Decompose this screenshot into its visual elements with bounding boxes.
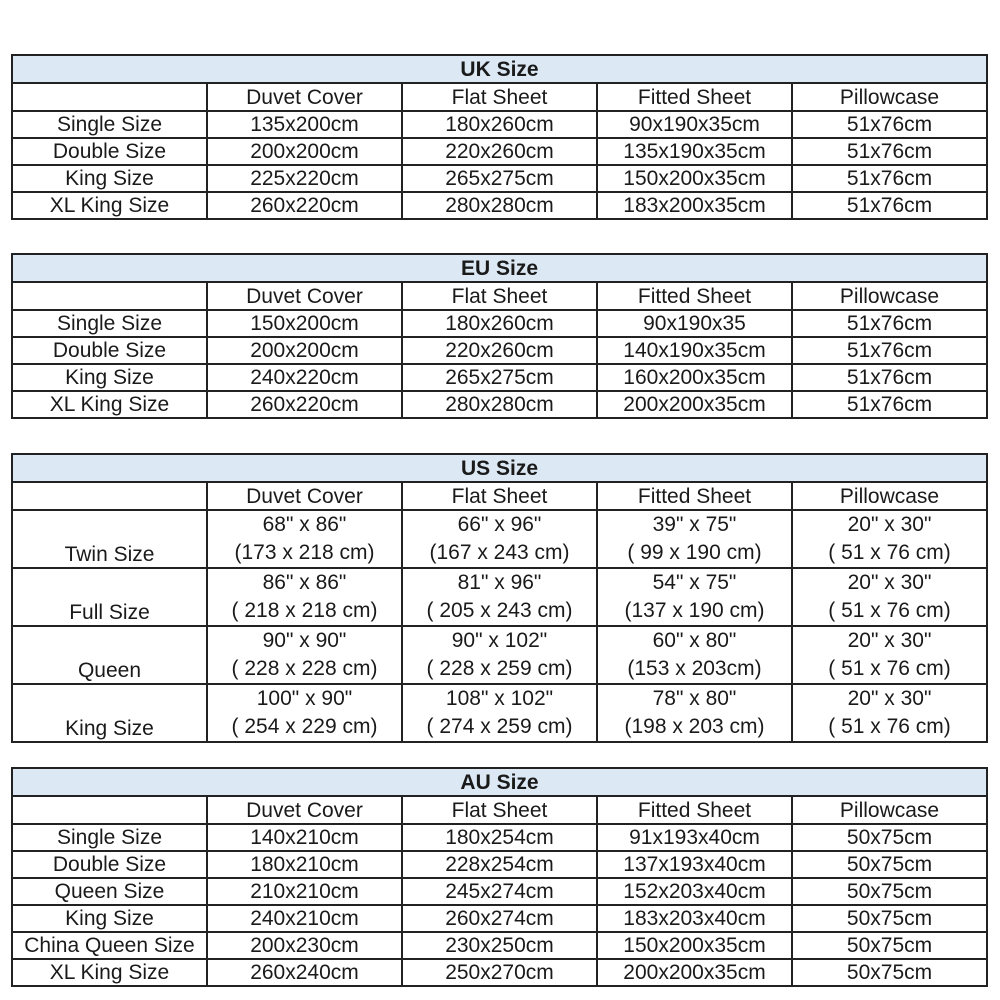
table-cell: 260x274cm (402, 905, 597, 932)
header-cell: Flat Sheet (402, 282, 597, 310)
header-cell: Pillowcase (792, 796, 987, 824)
table-cell (597, 626, 792, 684)
table-cell: 250x270cm (402, 959, 597, 986)
table-cell: 265x275cm (402, 364, 597, 391)
table-row (12, 959, 987, 986)
row-label: King Size (12, 364, 207, 391)
table-cell: 200x200cm (207, 337, 402, 364)
cm-value: (173 x 218 cm) (234, 541, 375, 564)
table-cell (792, 510, 987, 568)
table-title-row (12, 254, 987, 282)
inch-value: 81" x 96" (457, 571, 542, 594)
table-cell (597, 568, 792, 626)
table-title-row (12, 55, 987, 83)
inch-value: 20" x 30" (847, 513, 932, 536)
table-cell: 183x200x35cm (597, 192, 792, 219)
table-cell: 140x210cm (207, 824, 402, 851)
table-cell: 240x220cm (207, 364, 402, 391)
table-header-row (12, 482, 987, 510)
row-label: Single Size (12, 824, 207, 851)
table-cell: 260x220cm (207, 391, 402, 418)
table-row (12, 192, 987, 219)
inch-value: 54" x 75" (652, 571, 737, 594)
inch-value: 90" x 102" (451, 629, 548, 652)
table-cell: 50x75cm (792, 878, 987, 905)
table-cell: 51x76cm (792, 391, 987, 418)
table-row (12, 391, 987, 418)
inch-value: 20" x 30" (847, 687, 932, 710)
table-row (12, 510, 987, 568)
table-row (12, 684, 987, 742)
table-cell (207, 568, 402, 626)
table-cell (207, 684, 402, 742)
cm-value: ( 228 x 228 cm) (231, 657, 378, 680)
table-cell: 200x200x35cm (597, 959, 792, 986)
table-row (12, 111, 987, 138)
header-cell (12, 482, 207, 510)
row-label: Single Size (12, 310, 207, 337)
header-cell: Flat Sheet (402, 796, 597, 824)
table-cell (597, 684, 792, 742)
table-cell: 51x76cm (792, 337, 987, 364)
table-cell (792, 684, 987, 742)
table-cell: 51x76cm (792, 364, 987, 391)
cm-value: (153 x 203cm) (627, 657, 762, 680)
table-cell (792, 626, 987, 684)
table-cell: 180x260cm (402, 111, 597, 138)
table-cell: 51x76cm (792, 310, 987, 337)
table-cell: 200x200cm (207, 138, 402, 165)
row-label: XL King Size (12, 192, 207, 219)
cm-value: ( 274 x 259 cm) (426, 715, 573, 738)
header-cell (12, 282, 207, 310)
table-cell: 183x203x40cm (597, 905, 792, 932)
cm-value: (167 x 243 cm) (429, 541, 570, 564)
cm-value: ( 51 x 76 cm) (828, 541, 951, 564)
table-row (12, 851, 987, 878)
row-label: XL King Size (12, 959, 207, 986)
table-row (12, 824, 987, 851)
table-cell: 240x210cm (207, 905, 402, 932)
cm-value: (137 x 190 cm) (624, 599, 765, 622)
table-cell (402, 626, 597, 684)
inch-value: 100" x 90" (256, 687, 353, 710)
table-cell: 51x76cm (792, 192, 987, 219)
inch-value: 68" x 86" (262, 513, 347, 536)
table-cell: 245x274cm (402, 878, 597, 905)
inch-value: 108" x 102" (445, 687, 554, 710)
header-cell: Pillowcase (792, 482, 987, 510)
cm-value: (198 x 203 cm) (624, 715, 765, 738)
table-title: EU Size (12, 254, 987, 282)
header-cell (12, 83, 207, 111)
table-header-row (12, 282, 987, 310)
table-cell: 51x76cm (792, 138, 987, 165)
uk-size-table (11, 54, 988, 220)
header-cell: Duvet Cover (207, 83, 402, 111)
header-cell: Duvet Cover (207, 282, 402, 310)
table-cell: 152x203x40cm (597, 878, 792, 905)
table-cell (792, 568, 987, 626)
table-header-row (12, 83, 987, 111)
table-cell: 50x75cm (792, 932, 987, 959)
au-size-table (11, 767, 988, 987)
header-cell: Flat Sheet (402, 83, 597, 111)
row-label: XL King Size (12, 391, 207, 418)
inch-value: 78" x 80" (652, 687, 737, 710)
table-cell: 228x254cm (402, 851, 597, 878)
table-cell: 50x75cm (792, 905, 987, 932)
table-title-row (12, 454, 987, 482)
row-label: Queen (12, 626, 207, 684)
table-row (12, 165, 987, 192)
table-cell: 180x254cm (402, 824, 597, 851)
header-cell: Pillowcase (792, 282, 987, 310)
table-cell: 137x193x40cm (597, 851, 792, 878)
table-cell: 91x193x40cm (597, 824, 792, 851)
table-cell: 265x275cm (402, 165, 597, 192)
table-cell: 150x200x35cm (597, 932, 792, 959)
cm-value: ( 218 x 218 cm) (231, 599, 378, 622)
table-cell: 50x75cm (792, 959, 987, 986)
table-cell: 280x280cm (402, 391, 597, 418)
header-cell: Fitted Sheet (597, 796, 792, 824)
table-title-row (12, 768, 987, 796)
table-cell: 225x220cm (207, 165, 402, 192)
table-cell: 160x200x35cm (597, 364, 792, 391)
table-cell: 140x190x35cm (597, 337, 792, 364)
row-label: King Size (12, 905, 207, 932)
table-cell: 90x190x35 (597, 310, 792, 337)
inch-value: 86" x 86" (262, 571, 347, 594)
row-label: Queen Size (12, 878, 207, 905)
table-cell: 135x200cm (207, 111, 402, 138)
row-label: Double Size (12, 138, 207, 165)
row-label: King Size (12, 684, 207, 742)
header-cell: Fitted Sheet (597, 282, 792, 310)
header-cell: Fitted Sheet (597, 482, 792, 510)
header-cell (12, 796, 207, 824)
table-cell: 230x250cm (402, 932, 597, 959)
cm-value: ( 51 x 76 cm) (828, 599, 951, 622)
inch-value: 20" x 30" (847, 571, 932, 594)
row-label: Double Size (12, 337, 207, 364)
cm-value: ( 254 x 229 cm) (231, 715, 378, 738)
table-cell: 280x280cm (402, 192, 597, 219)
table-cell: 210x210cm (207, 878, 402, 905)
row-label: Double Size (12, 851, 207, 878)
table-cell: 180x210cm (207, 851, 402, 878)
header-cell: Flat Sheet (402, 482, 597, 510)
inch-value: 90" x 90" (262, 629, 347, 652)
table-row (12, 138, 987, 165)
inch-value: 66" x 96" (457, 513, 542, 536)
table-cell: 51x76cm (792, 165, 987, 192)
table-cell: 180x260cm (402, 310, 597, 337)
row-label: China Queen Size (12, 932, 207, 959)
table-cell: 51x76cm (792, 111, 987, 138)
header-cell: Pillowcase (792, 83, 987, 111)
table-title: UK Size (12, 55, 987, 83)
table-row (12, 568, 987, 626)
inch-value: 20" x 30" (847, 629, 932, 652)
cm-value: ( 99 x 190 cm) (627, 541, 762, 564)
table-cell (597, 510, 792, 568)
table-cell (402, 568, 597, 626)
cm-value: ( 205 x 243 cm) (426, 599, 573, 622)
cm-value: ( 51 x 76 cm) (828, 657, 951, 680)
eu-size-table (11, 253, 988, 419)
table-cell: 50x75cm (792, 851, 987, 878)
table-row (12, 626, 987, 684)
inch-value: 60" x 80" (652, 629, 737, 652)
table-cell: 260x240cm (207, 959, 402, 986)
table-cell (207, 626, 402, 684)
table-row (12, 932, 987, 959)
table-row (12, 337, 987, 364)
table-cell (207, 510, 402, 568)
row-label: Full Size (12, 568, 207, 626)
table-cell: 260x220cm (207, 192, 402, 219)
table-cell: 200x230cm (207, 932, 402, 959)
cm-value: ( 228 x 259 cm) (426, 657, 573, 680)
table-row (12, 878, 987, 905)
table-cell: 220x260cm (402, 138, 597, 165)
us-size-table (11, 453, 988, 743)
table-cell (402, 510, 597, 568)
table-cell: 220x260cm (402, 337, 597, 364)
table-cell (402, 684, 597, 742)
table-cell: 200x200x35cm (597, 391, 792, 418)
inch-value: 39" x 75" (652, 513, 737, 536)
row-label: Single Size (12, 111, 207, 138)
table-cell: 90x190x35cm (597, 111, 792, 138)
table-cell: 135x190x35cm (597, 138, 792, 165)
table-cell: 150x200cm (207, 310, 402, 337)
row-label: Twin Size (12, 510, 207, 568)
cm-value: ( 51 x 76 cm) (828, 715, 951, 738)
table-cell: 150x200x35cm (597, 165, 792, 192)
table-title: US Size (12, 454, 987, 482)
table-row (12, 310, 987, 337)
header-cell: Fitted Sheet (597, 83, 792, 111)
table-cell: 50x75cm (792, 824, 987, 851)
table-row (12, 364, 987, 391)
table-row (12, 905, 987, 932)
row-label: King Size (12, 165, 207, 192)
header-cell: Duvet Cover (207, 796, 402, 824)
header-cell: Duvet Cover (207, 482, 402, 510)
table-header-row (12, 796, 987, 824)
table-title: AU Size (12, 768, 987, 796)
